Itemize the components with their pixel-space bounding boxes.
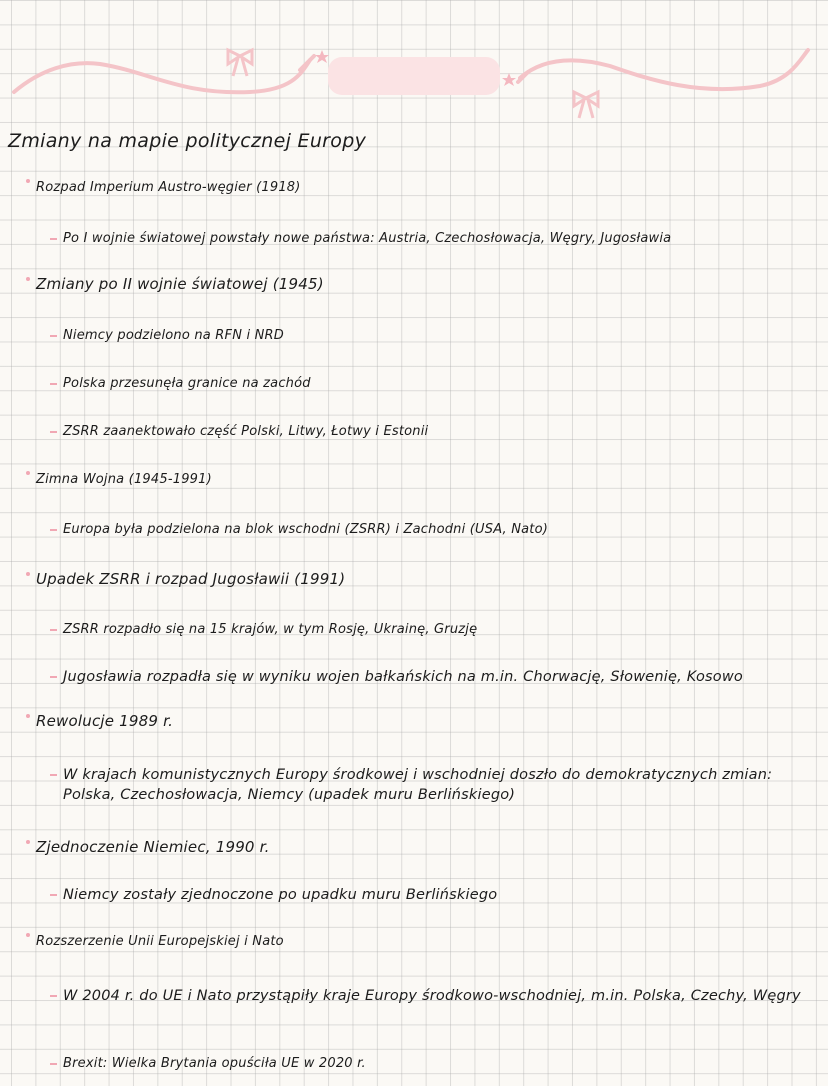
section-heading: Rozpad Imperium Austro-węgier (1918) (36, 180, 301, 195)
list-item-text: Jugosławia rozpadła się w wyniku wojen bałkańskich na m.in. Chorwację, Słowenię, Kosowo (63, 669, 743, 685)
dash-bullet-icon (50, 995, 57, 997)
list-item-text: Niemcy zostały zjednoczone po upadku muru Berlińskiego (63, 887, 498, 903)
list-item (50, 1054, 366, 1074)
section-heading: Zjednoczenie Niemiec, 1990 r. (36, 838, 270, 856)
bow-icon-right (574, 92, 598, 118)
list-item (50, 765, 810, 805)
dash-bullet-icon (50, 629, 57, 631)
list-item (50, 326, 284, 346)
list-item-text: Europa była podzielona na blok wschodni (ZSRR) i Zachodni (USA, Nato) (63, 522, 549, 537)
bullet-dot-icon (26, 179, 30, 183)
list-item-text: ZSRR rozpadło się na 15 krajów, w tym Rosję, Ukrainę, Gruzję (63, 622, 478, 637)
section-zimna-wojna (26, 472, 212, 487)
page-title: Zmiany na mapie politycznej Europy (8, 130, 367, 152)
list-item (50, 620, 477, 640)
list-item (50, 986, 810, 1006)
section-zjednoczenie-niemiec (26, 838, 270, 856)
list-item (50, 422, 428, 442)
section-zmiany-po-ii-wojnie (26, 275, 324, 293)
section-rewolucje-1989 (26, 712, 173, 730)
list-item (50, 885, 497, 905)
section-heading: Rozszerzenie Unii Europejskiej i Nato (36, 934, 284, 949)
bullet-dot-icon (26, 714, 30, 718)
title-banner (328, 57, 500, 95)
section-rozszerzenie-ue-nato (26, 934, 284, 949)
bow-icon-left (228, 50, 252, 76)
list-item-text: Po I wojnie światowej powstały nowe państwa: Austria, Czechosłowacja, Węgry, Jugosławia (63, 231, 672, 246)
list-item-text: W krajach komunistycznych Europy środkowej i wschodniej doszło do demokratycznych zmian: Polska, Czechosłowacja, Niemcy (upadek muru Berlińskiego) (63, 767, 773, 803)
star-icon-left (315, 50, 329, 63)
section-heading: Rewolucje 1989 r. (36, 712, 174, 730)
section-heading: Zimna Wojna (1945-1991) (36, 472, 212, 487)
star-icon-right (502, 73, 516, 86)
dash-bullet-icon (50, 335, 57, 337)
bullet-dot-icon (26, 572, 30, 576)
dash-bullet-icon (50, 774, 57, 776)
left-ribbon-swirl (14, 60, 310, 92)
section-heading: Zmiany po II wojnie światowej (1945) (36, 275, 324, 293)
dash-bullet-icon (50, 894, 57, 896)
bullet-dot-icon (26, 471, 30, 475)
bullet-dot-icon (26, 277, 30, 281)
list-item-text: ZSRR zaanektowało część Polski, Litwy, Łotwy i Estonii (63, 424, 429, 439)
list-item-text: Brexit: Wielka Brytania opuściła UE w 2020 r. (63, 1056, 366, 1071)
bullet-dot-icon (26, 933, 30, 937)
list-item (50, 229, 671, 249)
dash-bullet-icon (50, 676, 57, 678)
right-ribbon-curve (520, 50, 808, 89)
bullet-dot-icon (26, 840, 30, 844)
dash-bullet-icon (50, 431, 57, 433)
section-heading: Upadek ZSRR i rozpad Jugosławii (1991) (36, 570, 346, 588)
list-item-text: Polska przesunęła granice na zachód (63, 376, 311, 391)
list-item-text: Niemcy podzielono na RFN i NRD (63, 328, 284, 343)
dash-bullet-icon (50, 529, 57, 531)
section-rozpad-austro-wegier (26, 180, 301, 195)
header-decoration (0, 0, 828, 140)
list-item (50, 667, 743, 687)
dash-bullet-icon (50, 1063, 57, 1065)
list-item (50, 520, 548, 540)
dash-bullet-icon (50, 383, 57, 385)
list-item-text: W 2004 r. do UE i Nato przystąpiły kraje Europy środkowo-wschodniej, m.in. Polska, Czechy, Węgry (63, 988, 801, 1004)
list-item (50, 374, 311, 394)
section-upadek-zsrr (26, 570, 345, 588)
dash-bullet-icon (50, 238, 57, 240)
